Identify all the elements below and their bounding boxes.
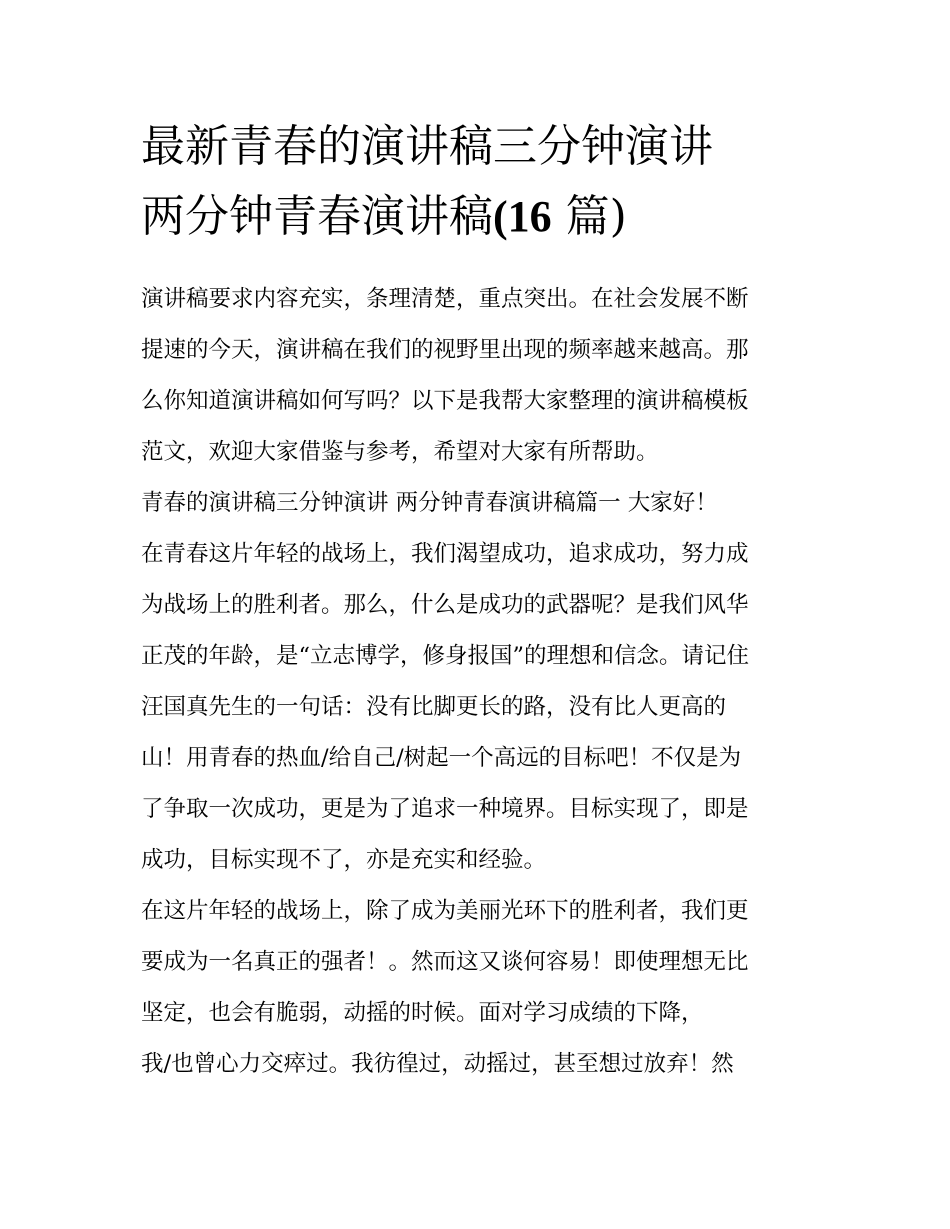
- paragraph-line: 范文，欢迎大家借鉴与参考，希望对大家有所帮助。: [141, 439, 659, 465]
- paragraph-line: 我/也曾心力交瘁过。我彷徨过，动摇过，甚至想过放弃！然: [141, 1051, 734, 1077]
- section-heading-paragraph: [141, 478, 821, 529]
- paragraph-line: 么你知道演讲稿如何写吗？以下是我帮大家整理的演讲稿模板: [141, 388, 749, 414]
- paragraph-line: 坚定，也会有脆弱，动摇的时候。面对学习成绩的下降，: [141, 1000, 704, 1026]
- title-line-2-number: (16: [493, 192, 552, 241]
- paragraph-line: 青春的演讲稿三分钟演讲 两分钟青春演讲稿篇一 大家好！: [141, 490, 718, 516]
- paragraph-line: 演讲稿要求内容充实，条理清楚，重点突出。在社会发展不断: [141, 286, 749, 312]
- body-paragraph: [141, 886, 821, 1090]
- title-line-1: 最新青春的演讲稿三分钟演讲: [141, 121, 713, 172]
- paragraph-line: 提速的今天，演讲稿在我们的视野里出现的频率越来越高。那: [141, 337, 749, 363]
- paragraph-line: 在这片年轻的战场上，除了成为美丽光环下的胜利者，我们更: [141, 898, 749, 924]
- intro-paragraph: [141, 274, 821, 478]
- title-line-2: [141, 182, 821, 252]
- paragraph-line: 要成为一名真正的强者！。然而这又谈何容易！即使理想无比: [141, 949, 749, 975]
- paragraph-line: 汪国真先生的一句话：没有比脚更长的路，没有比人更高的: [141, 694, 727, 720]
- document-title: [141, 112, 821, 252]
- paragraph-line: 了争取一次成功，更是为了追求一种境界。目标实现了，即是: [141, 796, 749, 822]
- paragraph-line: 在青春这片年轻的战场上，我们渴望成功，追求成功，努力成: [141, 541, 749, 567]
- document-body: [141, 112, 821, 1090]
- body-paragraph: [141, 529, 821, 886]
- paragraph-line: 成功，目标实现不了，亦是充实和经验。: [141, 847, 547, 873]
- paragraph-line: 正茂的年龄，是“立志博学，修身报国”的理想和信念。请记住: [141, 643, 750, 669]
- paragraph-line: 山！用青春的热血/给自己/树起一个高远的目标吧！不仅是为: [141, 745, 742, 771]
- title-line-2-text: 两分钟青春演讲稿: [141, 191, 493, 242]
- title-line-2-end: 篇): [551, 191, 627, 242]
- document-paragraphs: [141, 274, 821, 1090]
- paragraph-line: 为战场上的胜利者。那么，什么是成功的武器呢？是我们风华: [141, 592, 749, 618]
